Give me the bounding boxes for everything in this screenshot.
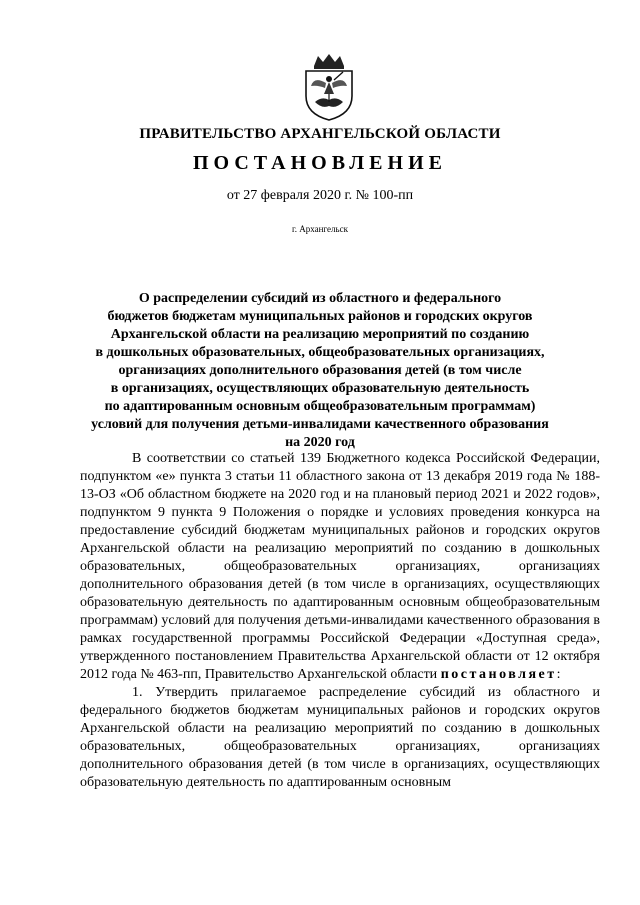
heading-line: условий для получения детьми-инвалидами качественного образования xyxy=(91,417,549,432)
decree-word: постановляет xyxy=(440,667,557,682)
document-date-number: от 27 февраля 2020 г. № 100-пп xyxy=(226,188,414,203)
document-city: г. Архангельск xyxy=(292,224,348,234)
heading-line: организациях дополнительного образования детей (в том числе xyxy=(118,363,522,378)
heading-line: О распределении субсидий из областного и федерального xyxy=(138,291,502,306)
government-title: ПРАВИТЕЛЬСТВО АРХАНГЕЛЬСКОЙ ОБЛАСТИ xyxy=(139,126,501,142)
document-type-title: ПОСТАНОВЛЕНИЕ xyxy=(193,152,447,174)
heading-line: Архангельской области на реализацию мероприятий по созданию xyxy=(110,327,530,342)
heading-line: по адаптированным основным общеобразовательным программам) xyxy=(104,399,536,414)
decree-colon: : xyxy=(556,667,561,682)
preamble-paragraph xyxy=(80,450,600,684)
coat-of-arms-icon xyxy=(300,52,358,122)
heading-line: на 2020 год xyxy=(285,435,355,450)
preamble-text: В соответствии со статьей 139 Бюджетного кодекса Российской Федерации, подпунктом «е» пункта 3 статьи 11 областного закона от 13 декабря 2019 года № 188-13-ОЗ «Об областном бюджете на 2020 год и на плановый период 2021 и 2022 годов», подпунктом 9 пункта 9 Положения о порядке и условиях проведения конкурса на предоставление субсидий бюджетам муниципальных районов и городских округов Архангельской области на реализацию мероприятий по созданию в дошкольных образовательных, общеобразовательных организациях, организациях дополнительного образования детей (в том числе в организациях, осуществляющих образовательную деятельность по адаптированным основным общеобразовательным программам) условий для получения детьми-инвалидами качественного образования в рамках государственной программы Российской Федерации «Доступная среда», утвержденного постановлением Правительства Архангельской области от 12 октября 2012 года № 463-пп, Правительство Архангельской области xyxy=(80,451,600,682)
document-body xyxy=(80,450,600,792)
heading-line: в дошкольных образовательных, общеобразовательных организациях, xyxy=(95,345,545,360)
document-heading xyxy=(60,290,580,452)
heading-line: бюджетов бюджетам муниципальных районов и городских округов xyxy=(107,309,533,324)
heading-line: в организациях, осуществляющих образовательную деятельность xyxy=(110,381,530,396)
clause-1-paragraph: 1. Утвердить прилагаемое распределение субсидий из областного и федерального бюджетов бюджетам муниципальных районов и городских округов Архангельской области на реализацию мероприятий по созданию в дошкольных образовательных, общеобразовательных организациях, организациях дополнительного образования детей (в том числе в организациях, осуществляющих образовательную деятельность по адаптированным основным xyxy=(80,685,600,790)
